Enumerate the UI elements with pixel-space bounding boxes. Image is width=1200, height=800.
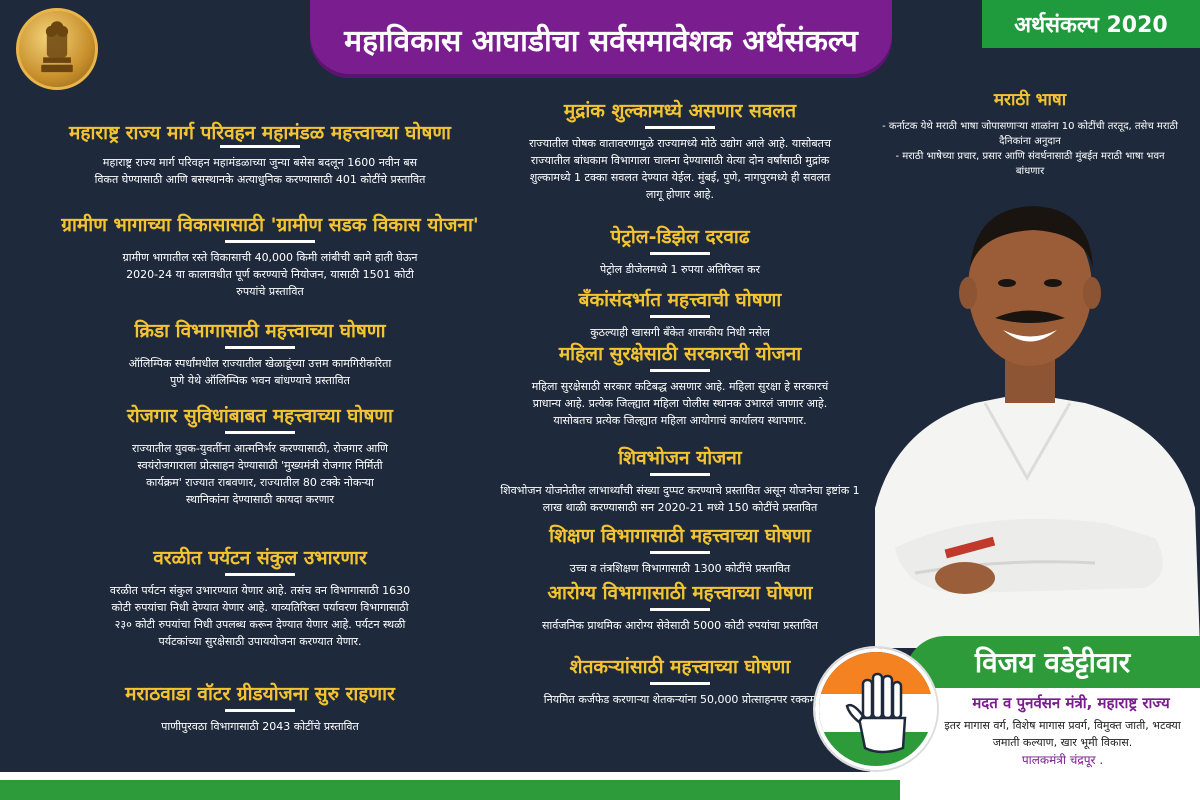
section-health [510,582,850,634]
heading-underline [645,126,715,129]
section-body: राज्यातील पोषक वातावरणामुळे राज्यामध्ये मोठे उद्योग आले आहे. यासोबतच राज्यातील बांधकाम विभागाला चालना देण्यासाठी येत्या दोन वर्षांसाठी मुद्रांक शुल्कामध्ये 1 टक्का सवलत देण्यात येईल. मुंबई, पुणे, नागपुरमध्ये ही सवलत लागू होणार आहे. [529,136,831,201]
section-sports [40,320,480,389]
section-heading: ग्रामीण भागाच्या विकासासाठी 'ग्रामीण सडक विकास योजना' [61,214,479,236]
section-body: वरळीत पर्यटन संकुल उभारण्यात येणार आहे. तसंच वन विभागासाठी 1630 कोटी रुपयांचा निधी देण्यात येणार आहे. याव्यतिरिक्त पर्यावरण विभागासाठी २३० कोटी रुपयांचा निधी उपलब्ध करून देण्यात येणार आहे. पर्यटन स्थळी पर्यटकांच्या सुरक्षेसाठी उपाययोजना करण्यात येणार. [109,583,411,648]
section-water-grid [30,683,490,735]
congress-hand-logo [815,648,937,770]
section-heading: मराठी भाषा [993,90,1067,110]
section-body: राज्यातील युवक-युवतींना आत्मनिर्भर करण्यासाठी, रोजगार आणि स्वयंरोजगाराला प्रोत्साहन देण्यासाठी 'मुख्यमंत्री रोजगार निर्मिती कार्यक्रम' राज्यात राबवणार, राज्यातील 80 टक्के नोकऱ्या स्थानिकांना देण्यासाठी कायदा करणार [131,441,389,506]
section-heading: शेतकऱ्यांसाठी महत्त्वाच्या घोषणा [569,656,791,678]
section-shivbhojan [490,447,870,516]
section-body: नियमित कर्जफेड करणाऱ्या शेतकऱ्यांना 50,000 प्रोत्साहनपर रक्कम [543,692,817,706]
name-banner [905,636,1200,688]
section-heading: क्रिडा विभागासाठी महत्त्वाच्या घोषणा [134,320,386,342]
heading-underline [650,682,710,685]
heading-underline [225,240,315,243]
section-heading: बँकांसंदर्भात महत्त्वाची घोषणा [578,289,782,311]
heading-underline [650,252,710,255]
section-heading: मराठवाडा वॉटर ग्रीडयोजना सुरु राहणार [125,683,395,705]
section-worli-tourism [30,547,490,650]
heading-underline [650,551,710,554]
bottom-green-strip [0,780,900,800]
section-heading: रोजगार सुविधांबाबत महत्त्वाच्या घोषणा [127,405,393,427]
budget-year-label: अर्थसंकल्प 2020 [1014,13,1168,38]
section-msrtc [20,122,500,188]
section-heading: मुद्रांक शुल्कामध्ये असणार सवलत [563,100,797,122]
section-rural-roads [20,214,520,300]
section-body: पेट्रोल डीजेलमध्ये 1 रुपया अतिरिक्त कर [599,262,761,276]
section-line-1: - कर्नाटक येथे मराठी भाषा जोपासणाऱ्या शाळांना 10 कोटींची तरतूद, तसेच मराठी दैनिकांना अनुदान [882,121,1178,148]
heading-underline [650,608,710,611]
person-portfolio: इतर मागास वर्ग, विशेष मागास प्रवर्ग, विमुक्त जाती, भटक्या जमाती कल्याण, खार भूमी विकास. [944,719,1181,749]
section-heading: वरळीत पर्यटन संकुल उभारणार [153,547,367,569]
heading-underline [225,573,295,576]
section-line-2: - मराठी भाषेच्या प्रचार, प्रसार आणि संवर्धनासाठी मुंबईत मराठी भाषा भवन बांधणार [895,151,1165,178]
section-body: कुठल्याही खासगी बँकेत शासकीय निधी नसेल [590,325,770,339]
person-district: पालकमंत्री चंद्रपूर . [1021,753,1104,767]
heading-underline [650,473,710,476]
section-body: सार्वजनिक प्राथमिक आरोग्य सेवेसाठी 5000 कोटी रुपयांचा प्रस्तावित [541,618,819,632]
section-women-safety [500,343,860,429]
section-education [510,525,850,577]
section-body: उच्च व तंत्रशिक्षण विभागासाठी 1300 कोटींचे प्रस्तावित [569,561,791,575]
section-heading: पेट्रोल-डिझेल दरवाढ [610,226,750,248]
section-body: ग्रामीण भागातील रस्ते विकासाची 40,000 किमी लांबीची कामे हाती घेऊन 2020-24 या कालावधीत पूर्ण करण्याचे नियोजन, यासाठी 1501 कोटी रुपयांचे प्रस्तावित [122,250,418,298]
section-stamp-duty [510,100,850,203]
section-body: महाराष्ट्र राज्य मार्ग परिवहन महामंडळाच्या जुन्या बसेस बदलून 1600 नवीन बस विकत घेण्यासाठी आणि बसस्थानके अत्याधुनिक करण्यासाठी 401 कोटींचे प्रस्तावित [94,155,426,186]
section-heading: आरोग्य विभागासाठी महत्त्वाच्या घोषणा [547,582,813,604]
heading-underline [225,431,295,434]
section-heading: महिला सुरक्षेसाठी सरकारची योजना [558,343,802,365]
main-title-banner [310,0,892,78]
section-farmers [510,656,850,708]
section-heading: शिक्षण विभागासाठी महत्त्वाच्या घोषणा [549,525,811,547]
section-petrol-diesel [540,226,820,278]
heading-underline [650,369,710,372]
section-banks [520,289,840,341]
section-marathi-language [870,90,1190,179]
section-heading: शिवभोजन योजना [618,447,742,469]
budget-year-tag [982,0,1200,48]
main-title: महाविकास आघाडीचा सर्वसमावेशक अर्थसंकल्प [344,23,858,59]
section-employment [40,405,480,508]
minister-portrait [855,178,1200,648]
bottom-white-strip [0,772,900,780]
person-title: मदत व पुनर्वसन मंत्री, महाराष्ट्र राज्य [972,694,1170,712]
section-body: ऑलिम्पिक स्पर्धांमधील राज्यातील खेळाडूंच्या उत्तम कामगिरीकरिता पुणे येथे ऑलिम्पिक भवन बांधण्याचे प्रस्तावित [128,356,392,387]
section-body: महिला सुरक्षेसाठी सरकार कटिबद्ध असणार आहे. महिला सुरक्षा हे सरकारचं प्राधान्य आहे. प्रत्येक जिल्ह्यात महिला पोलीस स्थानक उभारलं जाणार आहे. यासोबतच प्रत्येक जिल्ह्यात महिला आयोगाचं कार्यालय स्थापणार. [531,379,829,427]
heading-underline [650,315,710,318]
heading-underline [225,709,295,712]
section-body: शिवभोजन योजनेतील लाभार्थ्यांची संख्या दुप्पट करण्याचे प्रस्तावित असून योजनेचा इष्टांक 1 लाख थाळी करण्यासाठी सन 2020-21 मध्ये 150 कोटींचे प्रस्तावित [500,483,860,514]
heading-underline [225,346,295,349]
section-heading: महाराष्ट्र राज्य मार्ग परिवहन महामंडळ महत्त्वाच्या घोषणा [69,122,451,144]
state-emblem-icon [16,8,98,90]
person-name: विजय वडेट्टीवार [974,646,1131,679]
section-body: पाणीपुरवठा विभागासाठी 2043 कोटींचे प्रस्तावित [161,719,359,733]
